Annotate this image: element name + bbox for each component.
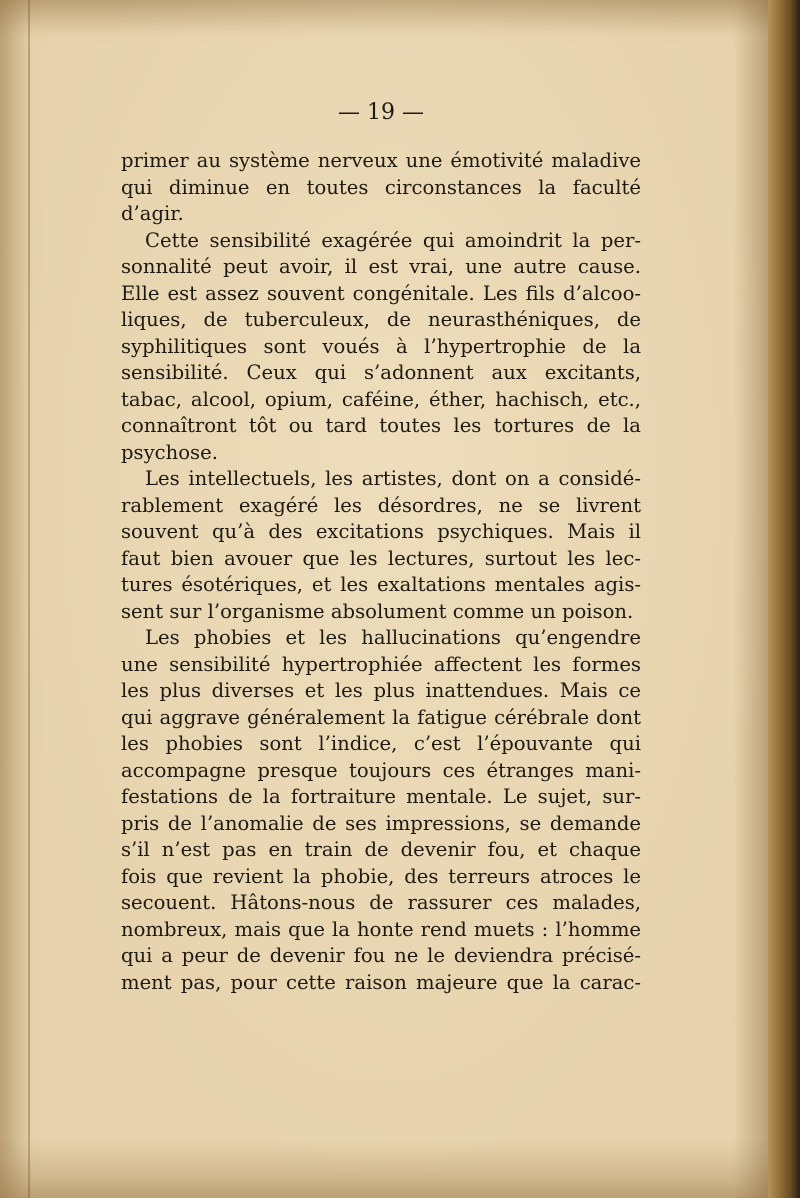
- text-line: rablement exagéré les désordres, ne se livrent: [121, 493, 641, 517]
- text-line: accompagne presque toujours ces étranges mani-: [121, 758, 641, 782]
- text-line: une sensibilité hypertrophiée affectent les formes: [121, 652, 641, 676]
- text-line: qui diminue en toutes circonstances la faculté: [121, 175, 641, 199]
- text-line: Les phobies et les hallucinations qu’engendre: [145, 626, 641, 649]
- text-line: les plus diverses et les plus inattendues. Mais ce: [121, 679, 641, 702]
- text-line: sonnalité peut avoir, il est vrai, une autre cause.: [121, 255, 641, 278]
- text-line: festations de la fortraiture mentale. Le sujet, sur-: [121, 785, 641, 808]
- text-line: connaîtront tôt ou tard toutes les tortures de la: [121, 414, 641, 437]
- page-edge: [768, 0, 800, 1198]
- text-line: les phobies sont l’indice, c’est l’épouvante qui: [121, 732, 641, 755]
- text-line: faut bien avouer que les lectures, surtout les lec-: [121, 546, 641, 570]
- text-line: qui a peur de devenir fou ne le deviendra précisé-: [121, 944, 641, 967]
- text-line: primer au système nerveux une émotivité maladive: [121, 149, 641, 172]
- text-line: d’agir.: [121, 202, 184, 225]
- text-line: fois que revient la phobie, des terreurs atroces le: [121, 864, 641, 888]
- text-line: sent sur l’organisme absolument comme un poison.: [121, 599, 634, 623]
- text-line: sensibilité. Ceux qui s’adonnent aux excitants,: [121, 361, 641, 384]
- text-line: qui aggrave généralement la fatigue cérébrale dont: [121, 705, 641, 729]
- binding-crease: [28, 0, 30, 1198]
- text-line: Elle est assez souvent congénitale. Les fils d’alcoo-: [121, 281, 641, 305]
- text-line: nombreux, mais que la honte rend muets : l’homme: [121, 917, 641, 941]
- body-text: [121, 148, 641, 996]
- page-number: — 19 —: [338, 100, 424, 125]
- text-line: s’il n’est pas en train de devenir fou, et chaque: [121, 838, 641, 861]
- text-line: tures ésotériques, et les exaltations mentales agis-: [121, 573, 641, 596]
- text-line: syphilitiques sont voués à l’hypertrophie de la: [121, 334, 641, 358]
- text-line: psychose.: [121, 440, 218, 464]
- text-line: tabac, alcool, opium, caféine, éther, hachisch, etc.,: [121, 387, 641, 411]
- text-line: Les intellectuels, les artistes, dont on a considé-: [145, 467, 641, 490]
- text-line: ment pas, pour cette raison majeure que la carac-: [121, 970, 641, 994]
- text-line: Cette sensibilité exagérée qui amoindrit la per-: [145, 228, 641, 252]
- text-line: liques, de tuberculeux, de neurasthéniques, de: [121, 308, 641, 331]
- text-line: pris de l’anomalie de ses impressions, se demande: [121, 811, 641, 835]
- text-line: secouent. Hâtons-nous de rassurer ces malades,: [121, 891, 641, 914]
- text-line: souvent qu’à des excitations psychiques. Mais il: [121, 520, 641, 543]
